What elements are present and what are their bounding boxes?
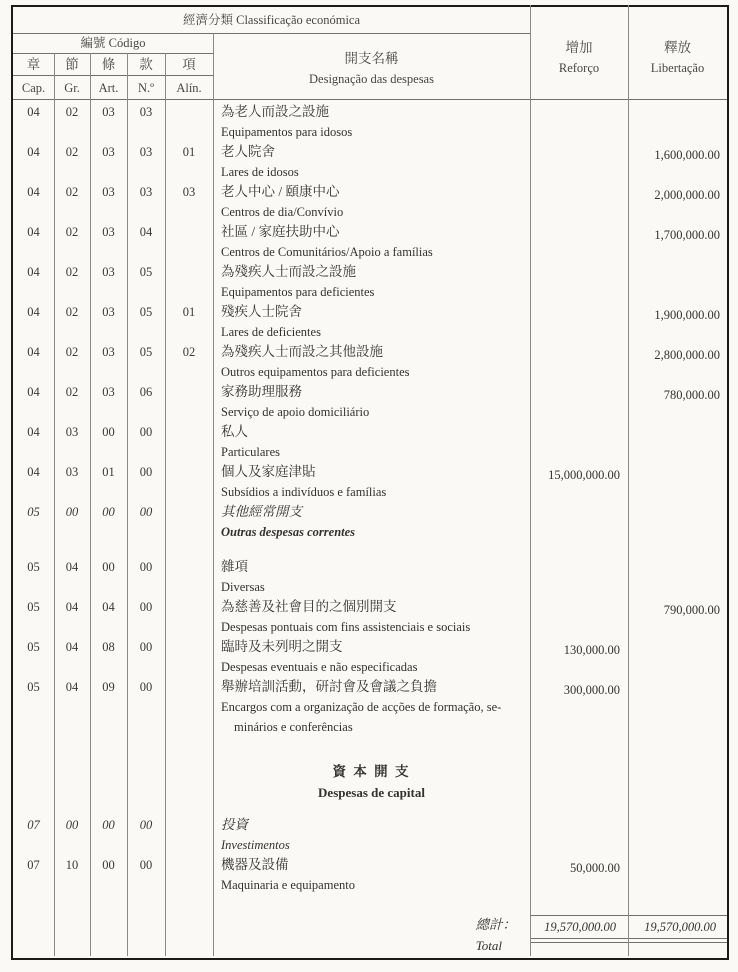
row-designation-zh: 臨時及未列明之開支	[221, 639, 343, 654]
total-amount-libertacao: 19,570,000.00	[644, 920, 716, 934]
code-cell-gr: 02	[65, 345, 79, 359]
codigo-group-header: 編號 Código	[80, 36, 146, 50]
code-cell-alin: 02	[182, 345, 196, 359]
row-designation-pt: Equipamentos para deficientes	[221, 285, 375, 299]
row-designation	[221, 262, 526, 302]
grid-line-below-zh-codes	[13, 75, 213, 76]
section-heading-zh: 資 本 開 支	[332, 764, 411, 779]
code-cell-gr: 03	[65, 425, 79, 439]
row-designation-zh: 其他經常開支	[221, 504, 302, 519]
row-designation	[221, 855, 526, 895]
col-header-art-pt: Art.	[98, 81, 119, 95]
code-cell-art: 00	[102, 858, 115, 872]
grid-line-below-codigo	[13, 53, 213, 54]
row-designation-zh: 老人中心 / 頤康中心	[221, 184, 340, 199]
code-cell-art: 03	[102, 265, 115, 279]
col-header-n-zh: 款	[139, 57, 153, 72]
row-designation	[221, 302, 526, 342]
code-cell-cap: 04	[27, 465, 40, 479]
code-cell-gr: 02	[65, 305, 79, 319]
row-designation-pt: Encargos com a organização de acções de formação, se-	[221, 700, 502, 714]
row-designation	[221, 502, 526, 542]
col-header-cap-zh: 章	[26, 57, 41, 72]
row-designation-zh: 為殘疾人士而設之設施	[221, 264, 356, 279]
row-designation-zh: 舉辦培訓活動，研討會及會議之負擔	[221, 679, 437, 694]
row-designation-pt: Centros de Comunitários/Apoio a famílias	[221, 245, 433, 259]
row-designation-zh: 為慈善及社會目的之個別開支	[221, 599, 397, 614]
code-cell-art: 09	[102, 680, 115, 694]
code-cell-gr: 02	[65, 385, 79, 399]
row-designation	[221, 182, 526, 222]
row-designation-pt: Despesas eventuais e não especificadas	[221, 660, 418, 674]
code-cell-cap: 04	[27, 385, 40, 399]
code-cell-n: 00	[139, 640, 153, 654]
code-cell-n: 06	[139, 385, 153, 399]
code-cell-art: 00	[102, 818, 115, 832]
row-designation	[221, 815, 526, 855]
col-header-cap-pt: Cap.	[21, 81, 46, 95]
row-designation-pt: Outros equipamentos para deficientes	[221, 365, 410, 379]
code-cell-art: 03	[102, 385, 115, 399]
row-designation	[221, 462, 526, 502]
section-heading-pt: Despesas de capital	[318, 785, 425, 800]
designation-header-pt: Designação das despesas	[309, 72, 434, 86]
row-designation-zh: 為老人而設之設施	[221, 104, 329, 119]
row-designation-zh: 家務助理服務	[221, 384, 302, 399]
row-designation-pt: Centros de dia/Convívio	[221, 205, 344, 219]
code-cell-art: 03	[102, 185, 115, 199]
row-designation	[221, 637, 526, 677]
amount-reforco: 50,000.00	[570, 861, 620, 875]
amount-reforco: 15,000,000.00	[548, 468, 620, 482]
row-designation-pt: Diversas	[221, 580, 265, 594]
code-cell-cap: 05	[27, 560, 40, 574]
code-cell-n: 03	[139, 145, 153, 159]
code-cell-art: 01	[102, 465, 115, 479]
code-cell-cap: 04	[27, 345, 40, 359]
code-cell-art: 00	[102, 505, 115, 519]
code-cell-cap: 07	[27, 858, 40, 872]
row-designation-pt: Lares de idosos	[221, 165, 299, 179]
classification-header: 經濟分類 Classificação económica	[182, 13, 361, 27]
code-cell-gr: 02	[65, 145, 79, 159]
col-header-gr-pt: Gr.	[64, 81, 80, 95]
code-cell-n: 00	[139, 505, 153, 519]
code-cell-n: 00	[139, 858, 153, 872]
row-designation-pt: Subsídios a indivíduos e famílias	[221, 485, 387, 499]
amount-libertacao: 1,700,000.00	[654, 228, 720, 242]
grid-line-col-alin	[213, 33, 214, 956]
row-designation-pt: Investimentos	[221, 838, 290, 852]
row-designation-pt: Despesas pontuais com fins assistenciais e sociais	[221, 620, 471, 634]
code-cell-alin: 01	[182, 145, 196, 159]
code-cell-n: 05	[139, 345, 153, 359]
code-cell-gr: 04	[65, 640, 79, 654]
row-designation	[221, 597, 526, 637]
row-designation-pt-cont: minários e conferências	[234, 720, 353, 734]
amount-libertacao: 1,600,000.00	[654, 148, 720, 162]
amount-reforco: 300,000.00	[563, 683, 620, 697]
code-cell-cap: 04	[27, 425, 40, 439]
total-label-pt: Total	[475, 938, 502, 953]
col-header-gr-zh: 節	[65, 57, 79, 72]
amount-libertacao: 2,800,000.00	[654, 348, 720, 362]
code-cell-n: 00	[139, 425, 153, 439]
row-designation-zh: 個人及家庭津貼	[221, 464, 316, 479]
total-label-zh: 總計：	[475, 917, 516, 932]
code-cell-art: 03	[102, 105, 115, 119]
code-cell-n: 05	[139, 305, 153, 319]
col-header-alin-pt: Alín.	[176, 81, 202, 95]
code-cell-cap: 05	[27, 680, 40, 694]
row-designation-zh: 雜項	[221, 559, 248, 574]
code-cell-alin: 03	[182, 185, 196, 199]
code-cell-gr: 02	[65, 265, 79, 279]
code-cell-cap: 07	[27, 818, 40, 832]
code-cell-n: 00	[139, 560, 153, 574]
code-cell-art: 00	[102, 560, 115, 574]
row-designation	[221, 342, 526, 382]
code-cell-gr: 04	[65, 560, 79, 574]
row-designation	[221, 422, 526, 462]
code-cell-cap: 04	[27, 305, 40, 319]
amount-libertacao: 1,900,000.00	[654, 308, 720, 322]
row-designation	[221, 222, 526, 262]
code-cell-n: 00	[139, 818, 153, 832]
code-cell-art: 03	[102, 345, 115, 359]
row-designation-pt: Equipamentos para idosos	[221, 125, 353, 139]
code-cell-gr: 10	[65, 858, 79, 872]
code-cell-art: 00	[102, 425, 115, 439]
code-cell-cap: 05	[27, 505, 40, 519]
code-cell-gr: 02	[65, 185, 79, 199]
row-designation-zh: 投資	[221, 817, 248, 832]
row-designation	[221, 382, 526, 422]
code-cell-n: 03	[139, 185, 153, 199]
row-designation-pt: Serviço de apoio domiciliário	[221, 405, 370, 419]
designation-header-zh: 開支名稱	[344, 51, 399, 66]
code-cell-n: 00	[139, 465, 153, 479]
code-cell-art: 03	[102, 305, 115, 319]
code-cell-cap: 04	[27, 185, 40, 199]
row-designation-zh: 老人院舍	[221, 144, 275, 159]
code-cell-n: 03	[139, 105, 153, 119]
code-cell-n: 04	[139, 225, 153, 239]
code-cell-n: 00	[139, 600, 153, 614]
amount-libertacao: 790,000.00	[663, 603, 720, 617]
row-designation-zh: 機器及設備	[221, 857, 289, 872]
libertacao-header-zh: 釋放	[664, 40, 691, 55]
code-cell-gr: 00	[65, 505, 79, 519]
code-cell-gr: 04	[65, 600, 79, 614]
row-designation-pt: Maquinaria e equipamento	[221, 878, 355, 892]
col-header-n-pt: N.º	[137, 81, 155, 95]
code-cell-alin: 01	[182, 305, 196, 319]
code-cell-art: 03	[102, 145, 115, 159]
row-designation-pt: Particulares	[221, 445, 281, 459]
row-designation-pt: Lares de deficientes	[221, 325, 321, 339]
code-cell-art: 03	[102, 225, 115, 239]
code-cell-n: 00	[139, 680, 153, 694]
amount-libertacao: 2,000,000.00	[654, 188, 720, 202]
code-cell-cap: 05	[27, 640, 40, 654]
code-cell-gr: 00	[65, 818, 79, 832]
libertacao-header-pt: Libertação	[650, 61, 705, 75]
row-designation-zh: 殘疾人士院舍	[221, 304, 302, 319]
code-cell-art: 08	[102, 640, 115, 654]
code-cell-gr: 02	[65, 105, 79, 119]
amount-reforco: 130,000.00	[563, 643, 620, 657]
row-designation	[221, 102, 526, 142]
code-cell-cap: 04	[27, 145, 40, 159]
reforco-header-pt: Reforço	[558, 61, 600, 75]
code-cell-cap: 04	[27, 265, 40, 279]
col-header-alin-zh: 項	[182, 57, 196, 72]
row-designation	[221, 142, 526, 182]
row-designation-zh: 為殘疾人士而設之其他設施	[221, 344, 383, 359]
grid-line-header-bottom	[13, 99, 727, 100]
row-designation	[221, 677, 526, 737]
reforco-header-zh: 增加	[565, 40, 593, 55]
row-designation-pt: Outras despesas correntes	[221, 525, 356, 539]
amount-libertacao: 780,000.00	[663, 388, 720, 402]
code-cell-n: 05	[139, 265, 153, 279]
total-amount-reforco: 19,570,000.00	[544, 920, 616, 934]
code-cell-cap: 04	[27, 225, 40, 239]
code-cell-gr: 03	[65, 465, 79, 479]
col-header-art-zh: 條	[101, 57, 116, 72]
row-designation	[221, 557, 526, 597]
code-cell-art: 04	[102, 600, 115, 614]
row-designation-zh: 私人	[221, 424, 248, 439]
code-cell-cap: 05	[27, 600, 40, 614]
code-cell-gr: 02	[65, 225, 79, 239]
code-cell-gr: 04	[65, 680, 79, 694]
code-cell-cap: 04	[27, 105, 40, 119]
row-designation-zh: 社區 / 家庭扶助中心	[221, 224, 340, 239]
